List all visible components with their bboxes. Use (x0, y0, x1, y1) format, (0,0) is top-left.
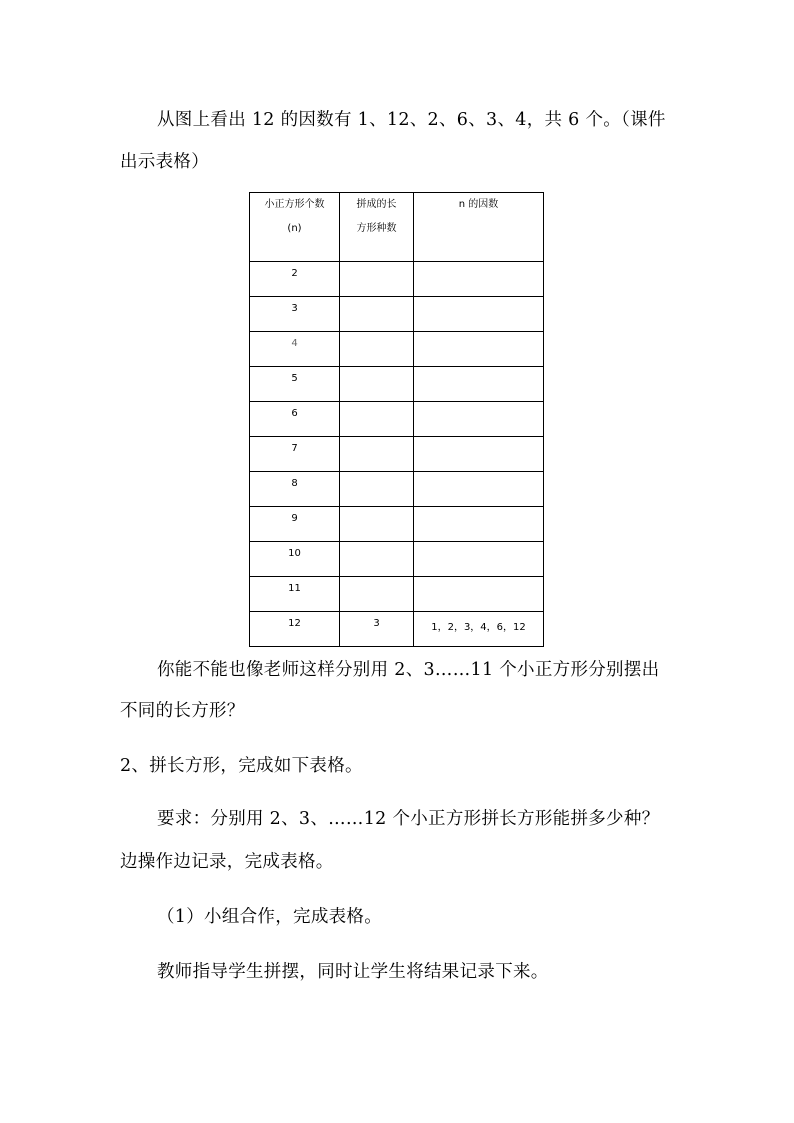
cell-factors (414, 577, 544, 612)
cell-factors (414, 507, 544, 542)
cell-factors (414, 472, 544, 507)
cell-rectangle-count-text (340, 437, 413, 443)
paragraph-requirement-cont: 边操作边记录，完成表格。 (120, 852, 334, 872)
header-square-count (250, 193, 340, 262)
cell-rectangle-count (340, 332, 414, 367)
header-factors-label: n 的因数 (458, 199, 499, 210)
cell-n-text: 8 (291, 478, 298, 489)
cell-rectangle-count (340, 297, 414, 332)
paragraph-teacher-guidance: 教师指导学生拼摆，同时让学生将结果记录下来。 (157, 962, 549, 982)
cell-n (250, 507, 340, 542)
cell-n-text: 7 (291, 443, 298, 454)
cell-n-text: 9 (291, 513, 298, 524)
table-row (250, 577, 544, 612)
header-square-count-line2: (n) (287, 223, 302, 234)
cell-n (250, 297, 340, 332)
cell-factors (414, 297, 544, 332)
cell-factors-text (414, 297, 543, 303)
cell-rectangle-count (340, 542, 414, 577)
cell-n-text: 3 (291, 303, 298, 314)
section-heading-build-rectangles: 2、拼长方形，完成如下表格。 (120, 756, 363, 776)
cell-factors (414, 332, 544, 367)
cell-factors-text (414, 402, 543, 408)
cell-factors-text: 1，2，3，4，6，12 (431, 622, 526, 633)
paragraph-question-cont: 不同的长方形？ (120, 701, 245, 721)
cell-n (250, 472, 340, 507)
header-rectangle-types-line2: 方形种数 (356, 223, 397, 234)
cell-rectangle-count-text (340, 367, 413, 373)
cell-n-text: 10 (288, 548, 301, 559)
cell-factors (414, 437, 544, 472)
header-rectangle-types (340, 193, 414, 262)
cell-factors (414, 367, 544, 402)
table-header-row (250, 193, 544, 262)
table-row (250, 542, 544, 577)
header-rectangle-types-line1: 拼成的长 (356, 199, 397, 210)
cell-n-text: 2 (291, 268, 298, 279)
cell-rectangle-count (340, 367, 414, 402)
table-row (250, 402, 544, 437)
cell-rectangle-count-text (340, 577, 413, 583)
cell-n (250, 577, 340, 612)
cell-rectangle-count (340, 472, 414, 507)
cell-rectangle-count-text: 3 (373, 618, 380, 629)
cell-factors-text (414, 577, 543, 583)
paragraph-question: 你能不能也像老师这样分别用 2、3……11 个小正方形分别摆出 (157, 660, 660, 680)
cell-factors-text (414, 437, 543, 443)
cell-n (250, 332, 340, 367)
cell-n (250, 612, 340, 647)
cell-rectangle-count (340, 612, 414, 647)
cell-rectangle-count (340, 507, 414, 542)
cell-rectangle-count (340, 402, 414, 437)
table-row (250, 472, 544, 507)
paragraph-factors-of-12: 从图上看出 12 的因数有 1、12、2、6、3、4，共 6 个。（课件 (157, 110, 666, 130)
table-row (250, 612, 544, 647)
cell-rectangle-count-text (340, 262, 413, 268)
cell-rectangle-count-text (340, 297, 413, 303)
cell-factors (414, 262, 544, 297)
cell-factors-text (414, 542, 543, 548)
cell-rectangle-count (340, 577, 414, 612)
cell-n-text: 11 (288, 583, 301, 594)
cell-rectangle-count (340, 437, 414, 472)
cell-n (250, 437, 340, 472)
cell-factors (414, 402, 544, 437)
cell-rectangle-count (340, 262, 414, 297)
cell-factors-text (414, 472, 543, 478)
cell-n-text: 5 (291, 373, 298, 384)
cell-n (250, 542, 340, 577)
header-square-count-line1: 小正方形个数 (264, 199, 325, 210)
table-row (250, 437, 544, 472)
table-row (250, 297, 544, 332)
cell-n (250, 367, 340, 402)
paragraph-group-work: （1）小组合作，完成表格。 (157, 907, 383, 927)
cell-n-text: 6 (291, 408, 298, 419)
table-row (250, 332, 544, 367)
cell-rectangle-count-text (340, 472, 413, 478)
cell-rectangle-count-text (340, 507, 413, 513)
paragraph-requirement: 要求：分别用 2、3、……12 个小正方形拼长方形能拼多少种？ (157, 809, 660, 829)
cell-rectangle-count-text (340, 402, 413, 408)
cell-n-text: 12 (288, 618, 301, 629)
table-row (250, 367, 544, 402)
factor-table (249, 192, 544, 647)
cell-rectangle-count-text (340, 542, 413, 548)
cell-rectangle-count-text (340, 332, 413, 338)
paragraph-factors-of-12-cont: 出示表格） (120, 152, 209, 172)
cell-factors-text (414, 367, 543, 373)
cell-n (250, 402, 340, 437)
header-factors (414, 193, 544, 262)
cell-factors-text (414, 507, 543, 513)
cell-factors-text (414, 262, 543, 268)
table-row (250, 262, 544, 297)
cell-factors (414, 542, 544, 577)
cell-n (250, 262, 340, 297)
cell-factors (414, 612, 544, 647)
table-row (250, 507, 544, 542)
cell-n-text: 4 (291, 338, 298, 349)
cell-factors-text (414, 332, 543, 338)
